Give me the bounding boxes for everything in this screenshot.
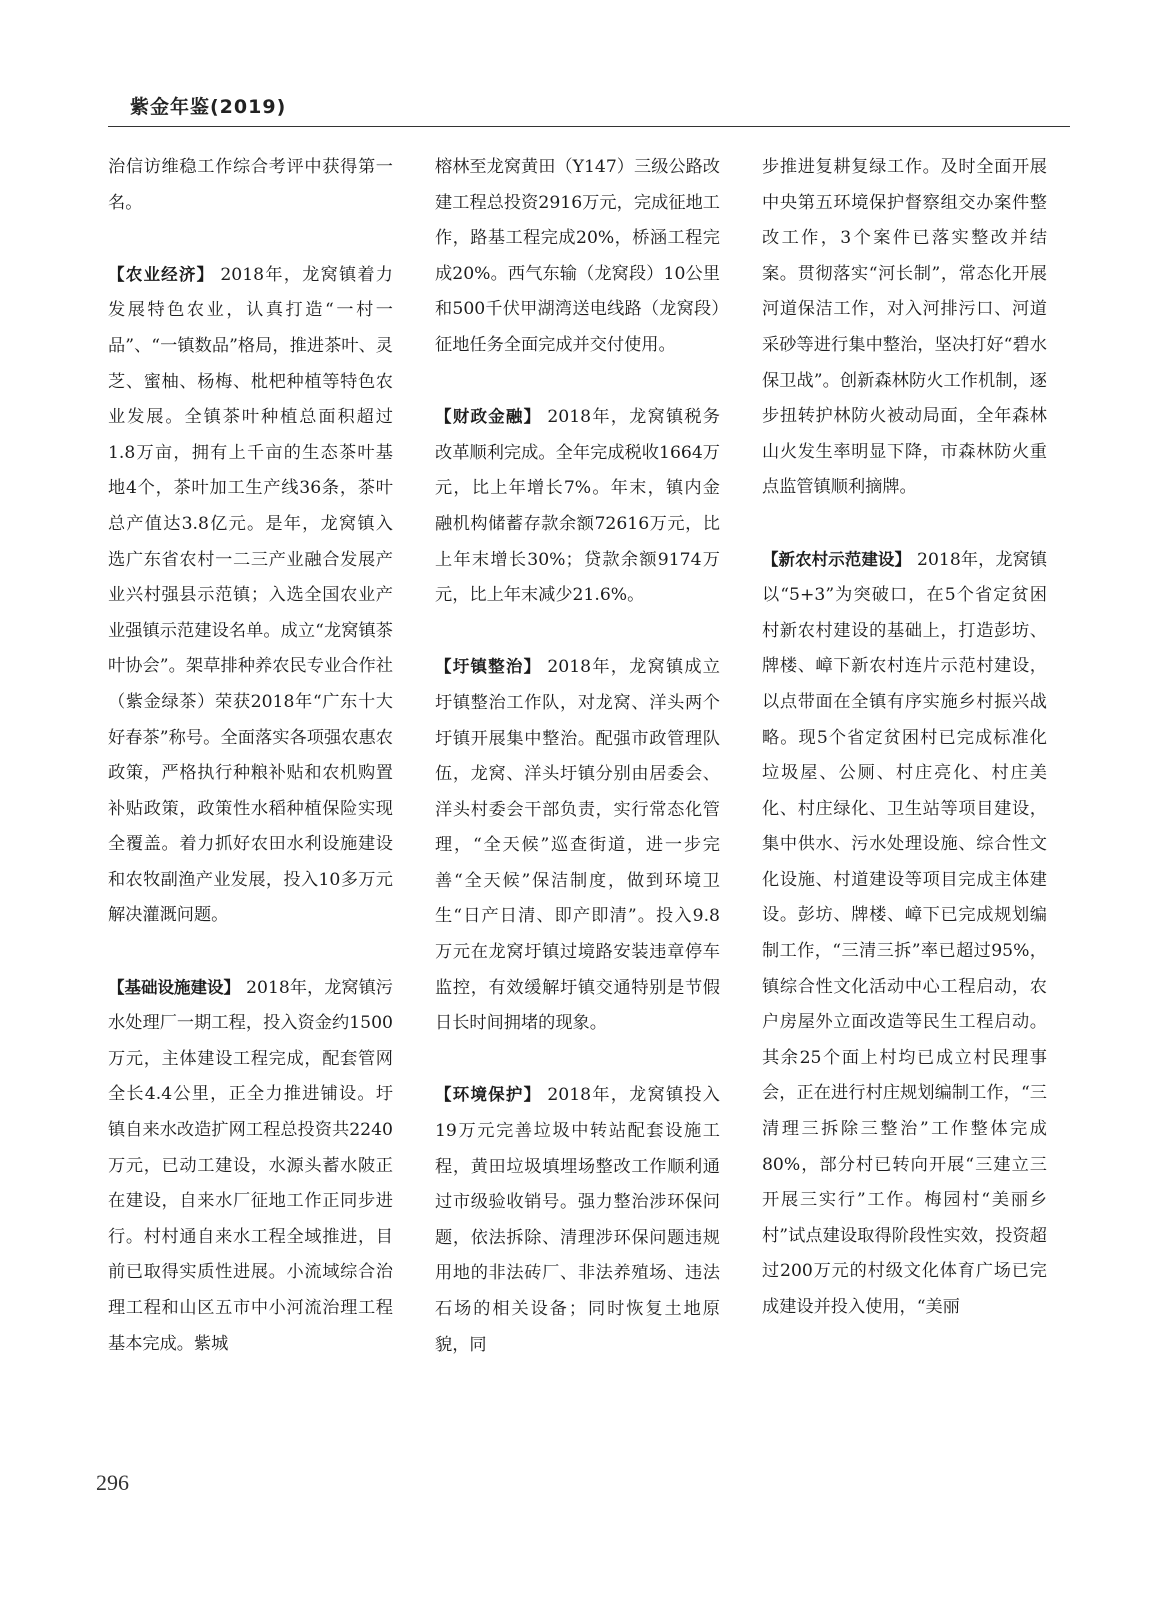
paragraph <box>435 399 720 614</box>
paragraph <box>762 542 1047 1326</box>
paragraph-text: 2018年，龙窝镇投入19万元完善垃圾中转站配套设施工程，黄田垃圾填埋场整改工作顺利通过市级验收销号。强力整治涉环保问题，依法拆除、清理涉环保问题违规用地的非法砖厂、非法养殖场、违法石场的相关设备；同时恢复土地原貌，同 <box>435 1085 720 1355</box>
paragraph-text: 2018年，龙窝镇税务改革顺利完成。全年完成税收1664万元，比上年增长7%。年末，镇内金融机构储蓄存款余额72616万元，比上年末增长30%；贷款余额9174万元，比上年末减少21.6%。 <box>435 407 720 606</box>
paragraph <box>108 257 393 934</box>
section-title: 【基础设施建设】 <box>108 977 241 997</box>
paragraph-text: 2018年，龙窝镇以“5+3”为突破口，在5个省定贫困村新农村建设的基础上，打造彭坊、牌楼、嶂下新农村连片示范村建设，以点带面在全镇有序实施乡村振兴战略。现5个省定贫困村已完成标准化垃圾屋、公厕、村庄亮化、村庄美化、村庄绿化、卫生站等项目建设，集中供水、污水处理设施、综合性文化设施、村道建设等项目完成主体建设。彭坊、牌楼、嶂下已完成规划编制工作，“三清三拆”率已超过95%，镇综合性文化活动中心工程启动，农户房屋外立面改造等民生工程启动。其余25个面上村均已成立村民理事会，正在进行村庄规划编制工作，“三清理三拆除三整治”工作整体完成80%，部分村已转向开展“三建立三开展三实行”工作。梅园村“美丽乡村”试点建设取得阶段性实效，投资超过200万元的村级文化体育广场已完成建设并投入使用，“美丽 <box>762 549 1047 1317</box>
header-divider <box>108 126 1070 127</box>
paragraph-text: 2018年，龙窝镇成立圩镇整治工作队，对龙窝、洋头两个圩镇开展集中整治。配强市政管理队伍，龙窝、洋头圩镇分别由居委会、洋头村委会干部负责，实行常态化管理，“全天候”巡查街道，进一步完善“全天候”保洁制度，做到环境卫生“日产日清、即产即清”。投入9.8万元在龙窝圩镇过境路安装违章停车监控，有效缓解圩镇交通特别是节假日长时间拥堵的现象。 <box>435 657 720 1034</box>
page-number: 296 <box>96 1470 129 1495</box>
text-column-2 <box>435 150 720 1490</box>
paragraph-text: 榕林至龙窝黄田（Y147）三级公路改建工程总投资2916万元，完成征地工作，路基工程完成20%，桥涵工程完成20%。西气东输（龙窝段）10公里和500千伏甲湖湾送电线路（龙窝段）征地任务全面完成并交付使用。 <box>435 157 720 355</box>
paragraph <box>435 150 720 364</box>
section-title: 【新农村示范建设】 <box>762 549 912 569</box>
text-column-1 <box>108 150 393 1490</box>
paragraph <box>435 649 720 1042</box>
paragraph-text: 2018年，龙窝镇污水处理厂一期工程，投入资金约1500万元，主体建设工程完成，配套管网全长4.4公里，正全力推进铺设。圩镇自来水改造扩网工程总投资共2240万元，已动工建设，水源头蓄水陂正在建设，自来水厂征地工作正同步进行。村村通自来水工程全域推进，目前已取得实质性进展。小流域综合治理工程和山区五市中小河流治理工程基本完成。紫城 <box>108 977 393 1354</box>
text-column-3 <box>762 150 1047 1490</box>
paragraph-text: 2018年，龙窝镇着力发展特色农业，认真打造“一村一品”、“一镇数品”格局，推进茶叶、灵芝、蜜柚、杨梅、枇杷种植等特色农业发展。全镇茶叶种植总面积超过1.8万亩，拥有上千亩的生态茶叶基地4个，茶叶加工生产线36条，茶叶总产值达3.8亿元。是年，龙窝镇入选广东省农村一二三产业融合发展产业兴村强县示范镇；入选全国农业产业强镇示范建设名单。成立“龙窝镇茶叶协会”。架草排种养农民专业合作社（紫金绿茶）荣获2018年“广东十大好春茶”称号。全面落实各项强农惠农政策，严格执行种粮补贴和农机购置补贴政策，政策性水稻种植保险实现全覆盖。着力抓好农田水利设施建设和农牧副渔产业发展，投入10多万元解决灌溉问题。 <box>108 264 393 926</box>
running-header <box>108 88 1070 128</box>
paragraph-text: 治信访维稳工作综合考评中获得第一名。 <box>108 157 393 213</box>
yearbook-title: 紫金年鉴(2019) <box>130 96 287 118</box>
paragraph <box>108 970 393 1363</box>
section-title: 【环境保护】 <box>435 1085 542 1105</box>
section-title: 【圩镇整治】 <box>435 657 542 677</box>
paragraph <box>762 150 1047 506</box>
section-title: 【农业经济】 <box>108 264 215 284</box>
paragraph <box>108 150 393 221</box>
paragraph <box>435 1077 720 1363</box>
section-title: 【财政金融】 <box>435 407 542 427</box>
paragraph-text: 步推进复耕复绿工作。及时全面开展中央第五环境保护督察组交办案件整改工作，3个案件已落实整改并结案。贯彻落实“河长制”，常态化开展河道保洁工作，对入河排污口、河道采砂等进行集中整治，坚决打好“碧水保卫战”。创新森林防火工作机制，逐步扭转护林防火被动局面，全年森林山火发生率明显下降，市森林防火重点监管镇顺利摘牌。 <box>762 157 1047 498</box>
